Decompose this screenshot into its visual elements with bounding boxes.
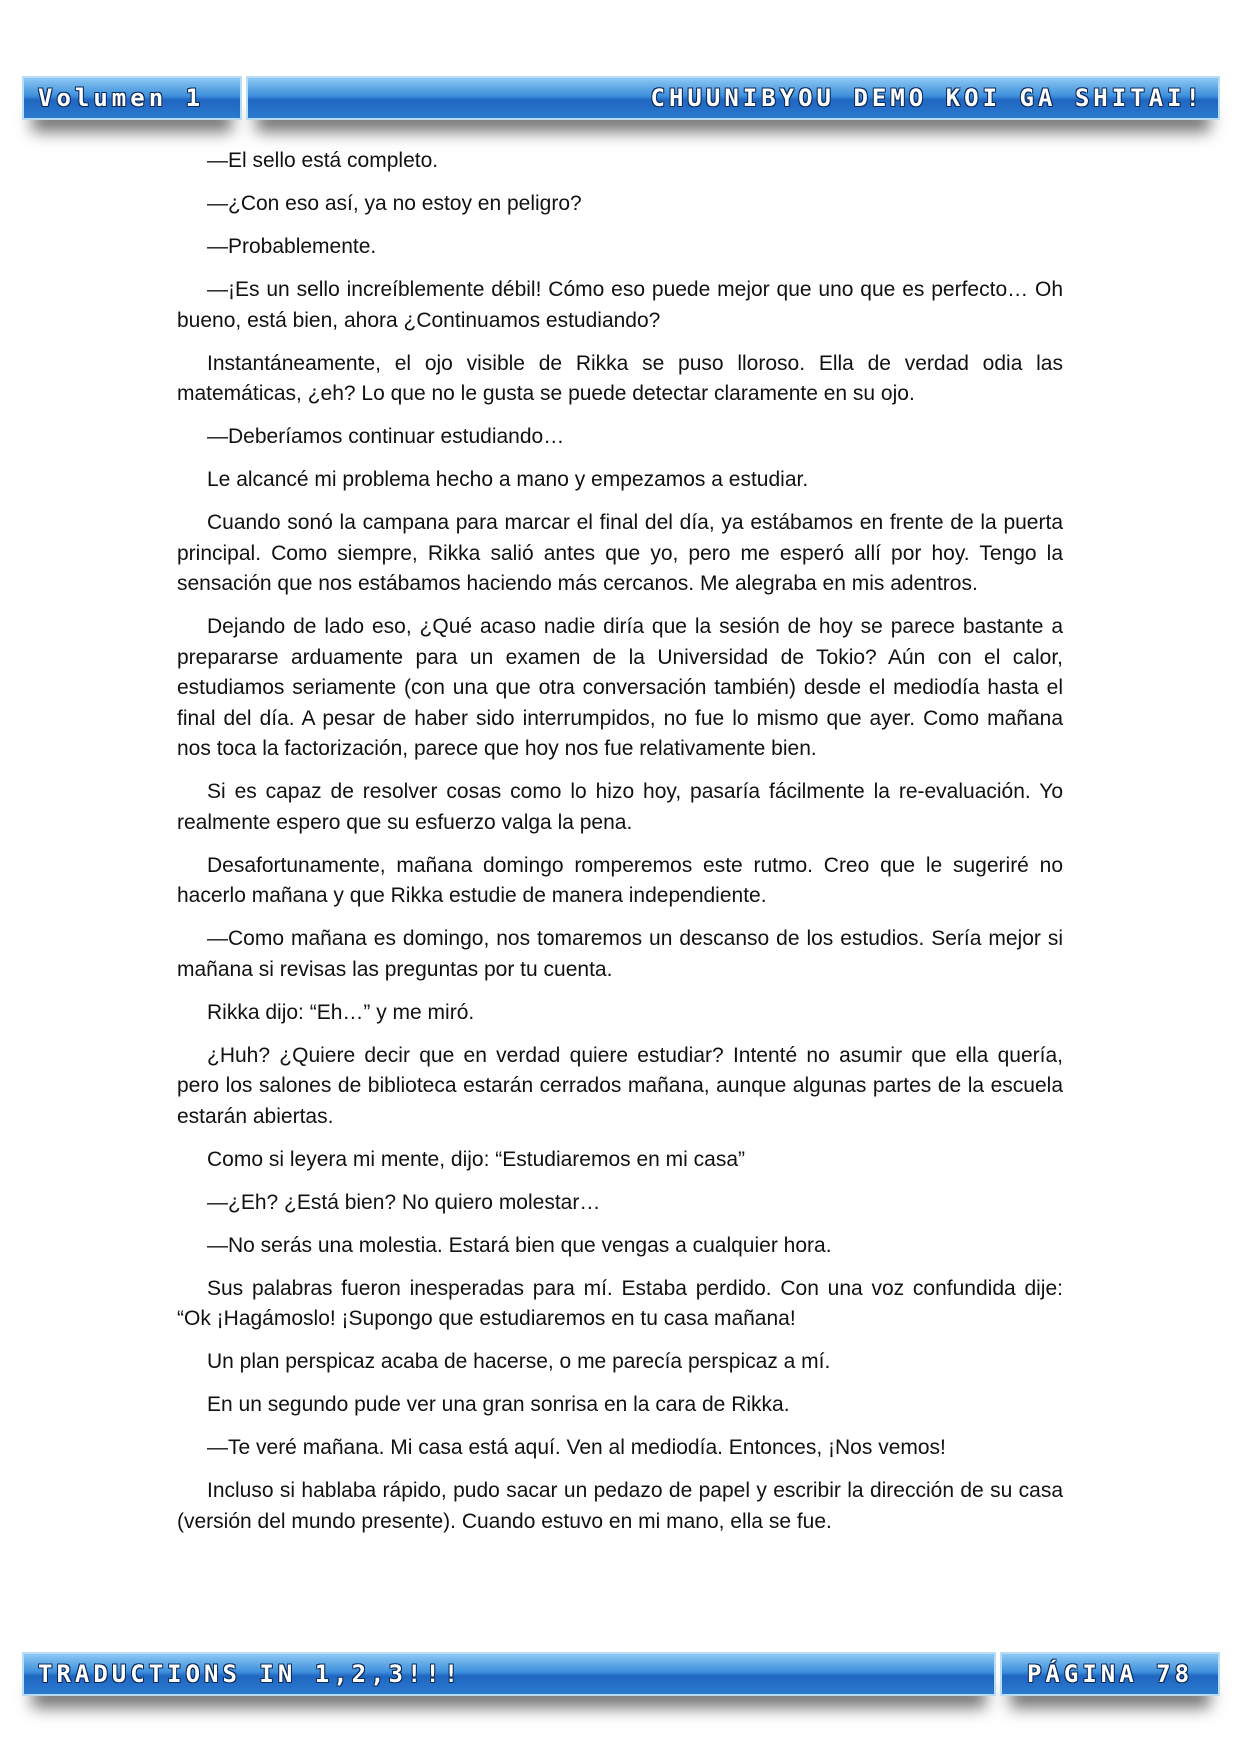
paragraph: Instantáneamente, el ojo visible de Rikka se puso lloroso. Ella de verdad odia las matemáticas, ¿eh? Lo que no le gusta se puede detectar claramente en su ojo. bbox=[177, 351, 1063, 405]
paragraph: —Te veré mañana. Mi casa está aquí. Ven al mediodía. Entonces, ¡Nos vemos! bbox=[207, 1436, 946, 1459]
paragraph: Le alcancé mi problema hecho a mano y empezamos a estudiar. bbox=[207, 468, 809, 491]
paragraph: Como si leyera mi mente, dijo: “Estudiaremos en mi casa” bbox=[207, 1147, 746, 1171]
paragraph: Incluso si hablaba rápido, pudo sacar un pedazo de papel y escribir la dirección de su casa (versión del mundo presente). Cuando estuvo en mi mano, ella se fue. bbox=[177, 1479, 1063, 1533]
footer-credit-banner bbox=[22, 1652, 996, 1696]
header-volume-label: Volumen 1 bbox=[38, 84, 205, 112]
paragraph: —No serás una molestia. Estará bien que vengas a cualquier hora. bbox=[207, 1233, 832, 1257]
paragraph: Desafortunamente, mañana domingo romperemos este rutmo. Creo que le sugeriré no hacerlo mañana y que Rikka estudie de manera independiente. bbox=[177, 853, 1063, 907]
paragraph: Rikka dijo: “Eh…” y me miró. bbox=[207, 1000, 475, 1024]
paragraph: —¿Con eso así, ya no estoy en peligro? bbox=[207, 192, 582, 215]
paragraph: —¡Es un sello increíblemente débil! Cómo eso puede mejor que uno que es perfecto… Oh bueno, está bien, ahora ¿Continuamos estudiando? bbox=[177, 278, 1063, 332]
paragraph: —Como mañana es domingo, nos tomaremos un descanso de los estudios. Sería mejor si mañana si revisas las preguntas por tu cuenta. bbox=[177, 927, 1063, 981]
paragraph: —El sello está completo. bbox=[207, 149, 439, 172]
page-number: PÁGINA 78 bbox=[1026, 1660, 1194, 1688]
page-body bbox=[177, 146, 1063, 1550]
header-title-banner bbox=[246, 76, 1220, 120]
paragraph: —¿Eh? ¿Está bien? No quiero molestar… bbox=[207, 1190, 601, 1214]
paragraph: —Deberíamos continuar estudiando… bbox=[207, 425, 565, 448]
header-series-title: CHUUNIBYOU DEMO KOI GA SHITAI! bbox=[650, 84, 1204, 112]
paragraph: ¿Huh? ¿Quiere decir que en verdad quiere estudiar? Intenté no asumir que ella quería, pero los salones de biblioteca estarán cerrados mañana, aunque algunas partes de la escuela estarán abiertas. bbox=[177, 1043, 1063, 1128]
paragraph: Cuando sonó la campana para marcar el final del día, ya estábamos en frente de la puerta principal. Como siempre, Rikka salió antes que yo, pero me esperó allí por hoy. Tengo la sensación que nos estábamos haciendo más cercanos. Me alegraba en mis adentros. bbox=[177, 511, 1063, 595]
paragraph: Si es capaz de resolver cosas como lo hizo hoy, pasaría fácilmente la re-evaluación. Yo realmente espero que su esfuerzo valga la pena. bbox=[177, 780, 1063, 834]
paragraph: Sus palabras fueron inesperadas para mí. Estaba perdido. Con una voz confundida dije: “Ok ¡Hagámoslo! ¡Supongo que estudiaremos en tu casa mañana! bbox=[177, 1276, 1063, 1330]
paragraph: Dejando de lado eso, ¿Qué acaso nadie diría que la sesión de hoy se parece bastante a prepararse arduamente para un examen de la Universidad de Tokio? Aún con el calor, estudiamos seriamente (con una que otra conversación también) desde el mediodía hasta el final del día. A pesar de haber sido interrumpidos, no fue lo mismo que ayer. Como mañana nos toca la factorización, parece que hoy nos fue relativamente bien. bbox=[177, 615, 1063, 760]
header-volume-banner bbox=[22, 76, 242, 120]
paragraph: Un plan perspicaz acaba de hacerse, o me parecía perspicaz a mí. bbox=[207, 1350, 831, 1373]
paragraph: En un segundo pude ver una gran sonrisa en la cara de Rikka. bbox=[207, 1393, 790, 1416]
footer-credit: TRADUCTIONS IN 1,2,3!!! bbox=[38, 1660, 463, 1688]
footer-page-banner bbox=[1000, 1652, 1220, 1696]
paragraph: —Probablemente. bbox=[207, 235, 377, 258]
